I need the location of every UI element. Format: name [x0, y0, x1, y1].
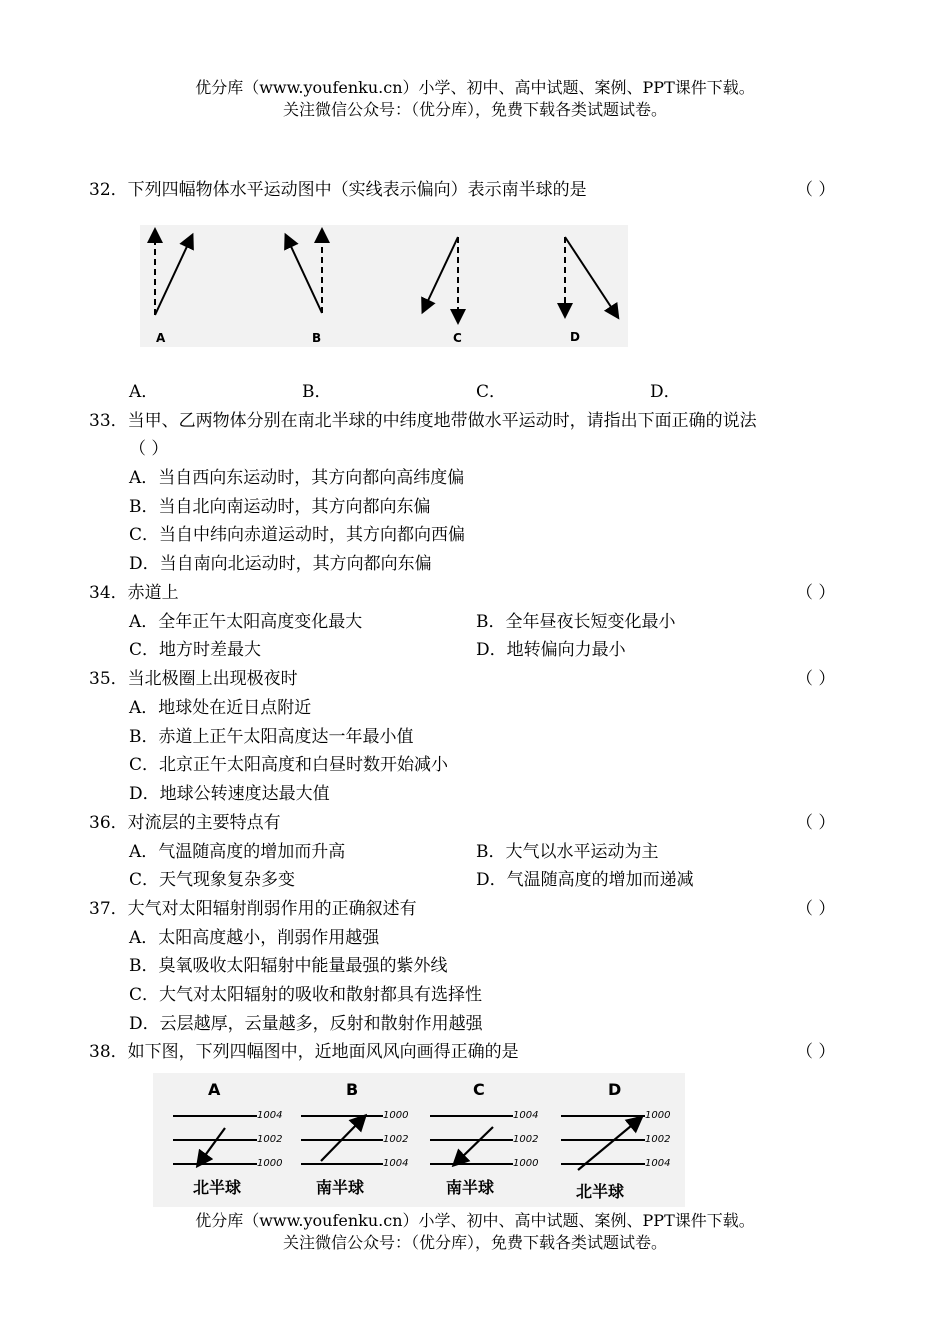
q32-answer-paren: （ ）	[796, 180, 836, 200]
q38-panel-d	[561, 1080, 670, 1201]
q32-diagram-c	[425, 237, 462, 345]
q37-stem: 37．大气对太阳辐射削弱作用的正确叙述有	[89, 899, 417, 919]
q38-panel-a-isobar-1: 1004	[257, 1110, 283, 1121]
q32-stem: 32．下列四幅物体水平运动图中（实线表示偏向）表示南半球的是	[89, 180, 587, 200]
q38-panel-d-isobar-1: 1000	[645, 1110, 671, 1121]
q34-option-c: C．地方时差最大	[129, 640, 262, 660]
q34-answer-paren: （ ）	[796, 583, 836, 603]
q32-option-a: A．	[129, 382, 159, 402]
q38-panel-d-isobar-2: 1002	[645, 1134, 671, 1145]
q34-option-d: D．地转偏向力最小	[476, 640, 626, 660]
footer-line-2: 关注微信公众号：（优分库），免费下载各类试题试卷。	[282, 1233, 667, 1252]
q36-option-d: D．气温随高度的增加而递减	[476, 870, 694, 890]
q38-panel-a-isobar-3: 1000	[257, 1158, 283, 1169]
q33-option-a: A．当自西向东运动时，其方向都向高纬度偏	[129, 468, 465, 488]
q38-stem: 38．如下图，下列四幅图中，近地面风风向画得正确的是	[89, 1042, 519, 1062]
q33-option-c: C．当自中纬向赤道运动时，其方向都向西偏	[129, 525, 466, 545]
q35-stem: 35．当北极圈上出现极夜时	[89, 669, 298, 689]
q38-panel-d-letter: D	[608, 1080, 622, 1099]
q38-panel-c-caption: 南半球	[446, 1178, 495, 1197]
q32-diagram-b	[288, 235, 322, 345]
q36-stem: 36．对流层的主要特点有	[89, 813, 281, 833]
q32-deflection-figure	[140, 225, 628, 347]
q37-option-b: B．臭氧吸收太阳辐射中能量最强的紫外线	[129, 956, 448, 976]
q38-panel-b-isobar-3: 1004	[383, 1158, 409, 1169]
q34-option-b: B．全年昼夜长短变化最小	[476, 612, 676, 632]
q38-panel-d-caption: 北半球	[576, 1182, 625, 1201]
q35-option-a: A．地球处在近日点附近	[129, 698, 312, 718]
q38-panel-c-isobar-2: 1002	[513, 1134, 539, 1145]
q37-answer-paren: （ ）	[796, 899, 836, 919]
q33-stem: 33．当甲、乙两物体分别在南北半球的中纬度地带做水平运动时，请指出下面正确的说法	[89, 411, 757, 431]
q38-panel-a-caption: 北半球	[193, 1178, 242, 1197]
q32-diagram-d	[565, 237, 615, 344]
q37-option-c: C．大气对太阳辐射的吸收和散射都具有选择性	[129, 985, 483, 1005]
q38-panel-b-caption: 南半球	[316, 1178, 365, 1197]
q38-panel-a-isobar-2: 1002	[257, 1134, 283, 1145]
q37-option-a: A．太阳高度越小，削弱作用越强	[129, 928, 380, 948]
q33-option-d: D．当自南向北运动时，其方向都向东偏	[129, 554, 432, 574]
q32-fig-label-d: D	[570, 330, 580, 344]
q38-panel-c-isobar-3: 1000	[513, 1158, 539, 1169]
q36-option-a: A．气温随高度的增加而升高	[129, 842, 346, 862]
q32-fig-label-b: B	[312, 331, 322, 345]
q32-option-b: B．	[302, 382, 332, 402]
q32-option-d: D．	[650, 382, 681, 402]
q36-option-b: B．大气以水平运动为主	[476, 842, 659, 862]
q38-panel-b	[301, 1080, 408, 1197]
footer-line-1: 优分库（www.youfenku.cn）小学、初中、高中试题、案例、PPT课件下载。	[195, 1211, 755, 1230]
q38-panel-b-isobar-2: 1002	[383, 1134, 409, 1145]
q33-answer-paren: （ ）	[129, 439, 169, 459]
q35-option-b: B．赤道上正午太阳高度达一年最小值	[129, 727, 414, 747]
q32-diagram-a	[155, 235, 190, 345]
header-line-1: 优分库（www.youfenku.cn）小学、初中、高中试题、案例、PPT课件下载。	[195, 78, 755, 97]
q32-fig-label-a: A	[156, 331, 166, 345]
q37-option-d: D．云层越厚，云量越多，反射和散射作用越强	[129, 1014, 483, 1034]
q38-panel-b-letter: B	[346, 1080, 359, 1099]
q35-option-d: D．地球公转速度达最大值	[129, 784, 330, 804]
q38-wind-direction-figure	[153, 1073, 685, 1207]
q33-option-b: B．当自北向南运动时，其方向都向东偏	[129, 497, 431, 517]
q36-answer-paren: （ ）	[796, 813, 836, 833]
q35-answer-paren: （ ）	[796, 669, 836, 689]
q34-option-a: A．全年正午太阳高度变化最大	[129, 612, 363, 632]
q38-panel-a	[173, 1080, 282, 1197]
q36-option-c: C．天气现象复杂多变	[129, 870, 296, 890]
q38-panel-b-isobar-1: 1000	[383, 1110, 409, 1121]
q38-answer-paren: （ ）	[796, 1042, 836, 1062]
q34-stem: 34．赤道上	[89, 583, 179, 603]
q38-panel-a-letter: A	[208, 1080, 221, 1099]
q38-panel-c-letter: C	[473, 1080, 485, 1099]
q38-panel-c-isobar-1: 1004	[513, 1110, 539, 1121]
q32-option-c: C．	[476, 382, 507, 402]
header-line-2: 关注微信公众号：（优分库），免费下载各类试题试卷。	[282, 100, 667, 119]
q38-panel-d-isobar-3: 1004	[645, 1158, 671, 1169]
q38-panel-c	[430, 1080, 538, 1197]
q35-option-c: C．北京正午太阳高度和白昼时数开始减小	[129, 755, 449, 775]
q32-fig-label-c: C	[453, 331, 462, 345]
